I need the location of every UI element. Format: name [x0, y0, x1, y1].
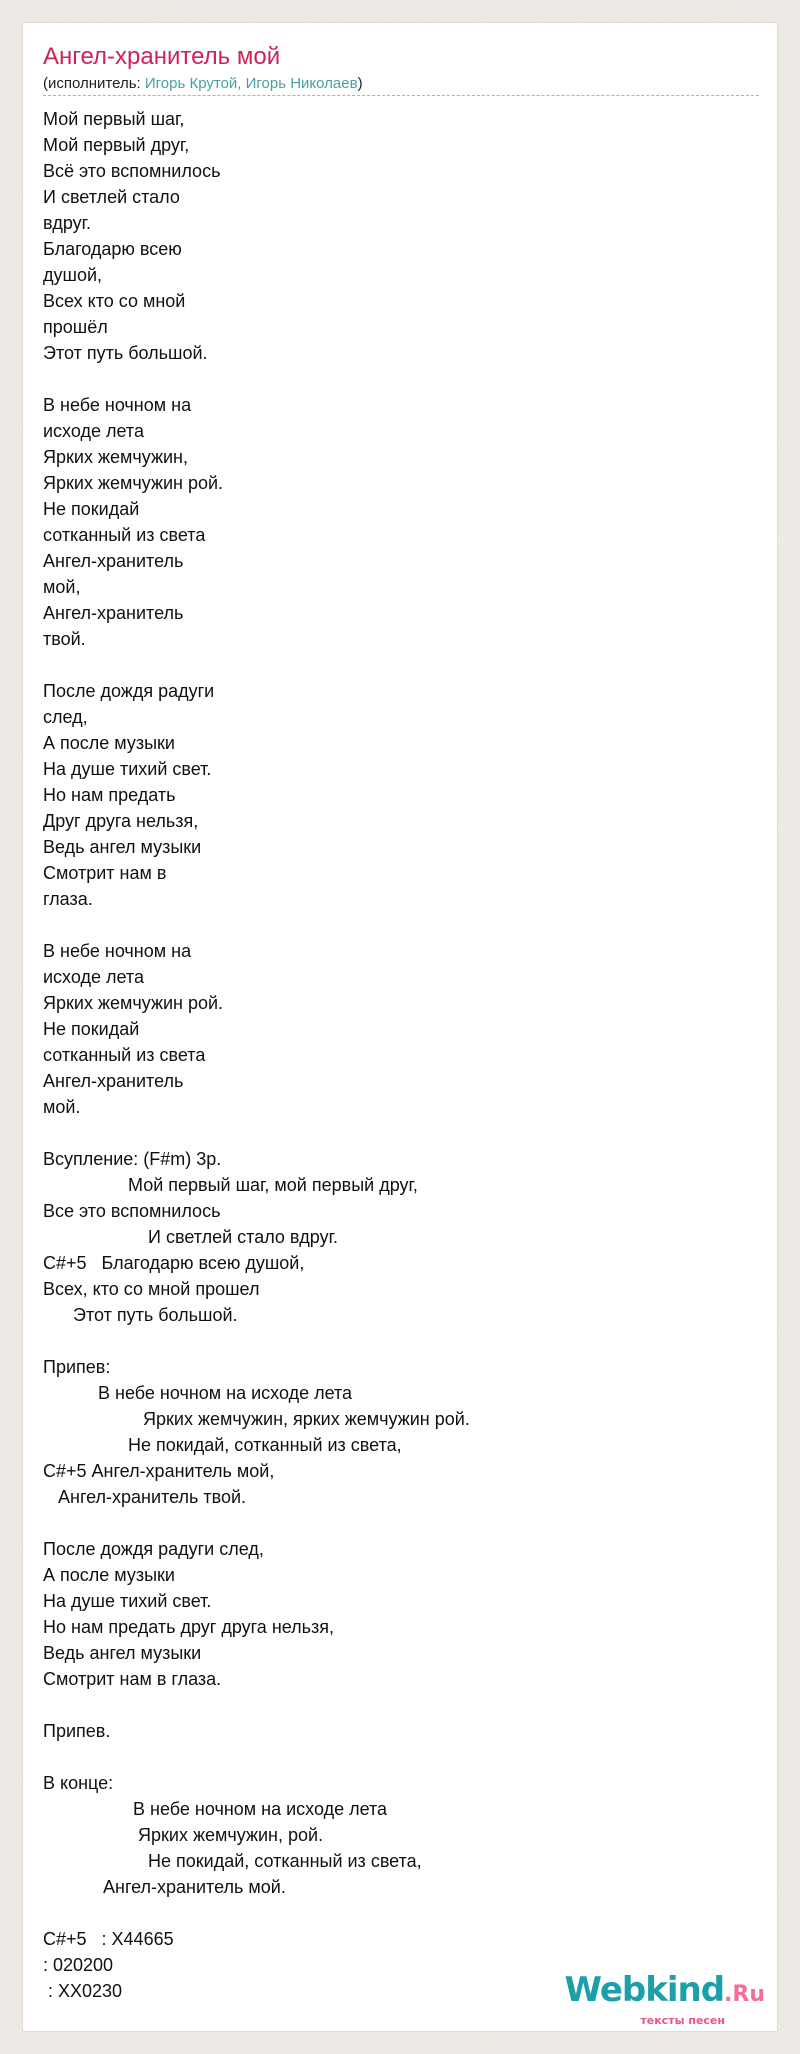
lyric-line [43, 912, 470, 938]
lyric-line: Все это вспомнилось [43, 1201, 221, 1221]
lyric-line: душой, [43, 265, 103, 285]
lyric-line: C#+5 Ангел-хранитель мой, [43, 1461, 275, 1481]
lyric-line: Всупление: (F#m) 3р. [43, 1149, 222, 1169]
lyric-line: C#+5 : X44665 [43, 1929, 174, 1949]
lyric-line: Не покидай [43, 499, 140, 519]
lyric-line: Всех, кто со мной прошел [43, 1279, 260, 1299]
lyric-line [43, 1120, 470, 1146]
lyric-line: Не покидай, сотканный из света, [43, 1435, 402, 1455]
lyric-line: Ангел-хранитель мой. [43, 1877, 286, 1897]
lyric-line: А после музыки [43, 1565, 175, 1585]
lyric-line: В небе ночном на [43, 941, 192, 961]
lyric-line: Но нам предать друг друга нельзя, [43, 1617, 335, 1637]
lyric-line: Всё это вспомнилось [43, 161, 221, 181]
lyric-line: В небе ночном на исходе лета [43, 1383, 353, 1403]
lyric-line [43, 1510, 470, 1536]
lyric-line: мой. [43, 1097, 81, 1117]
lyric-line: Мой первый друг, [43, 135, 190, 155]
lyric-line: : 020200 [43, 1955, 114, 1975]
lyric-line: И светлей стало вдруг. [43, 1227, 338, 1247]
lyric-line: : XX0230 [43, 1981, 123, 2001]
lyric-line: Мой первый шаг, [43, 109, 185, 129]
lyric-line: После дождя радуги [43, 681, 215, 701]
lyric-line: сотканный из света [43, 1045, 206, 1065]
divider [43, 95, 759, 96]
performer-suffix: ) [357, 75, 363, 92]
lyric-line: сотканный из света [43, 525, 206, 545]
lyric-line: Благодарю всею [43, 239, 182, 259]
lyric-line: Ярких жемчужин рой. [43, 993, 224, 1013]
lyric-line: Ангел-хранитель [43, 551, 184, 571]
lyric-line: Смотрит нам в глаза. [43, 1669, 222, 1689]
logo-brand: Webkind [564, 1970, 725, 2010]
lyric-line: исходе лета [43, 421, 144, 441]
lyric-line: На душе тихий свет. [43, 759, 212, 779]
lyric-line: твой. [43, 629, 86, 649]
lyric-line: Ярких жемчужин, рой. [43, 1825, 324, 1845]
lyric-line: Не покидай, сотканный из света, [43, 1851, 422, 1871]
lyric-line: Мой первый шаг, мой первый друг, [43, 1175, 418, 1195]
lyric-line: В небе ночном на исходе лета [43, 1799, 388, 1819]
lyric-line: Но нам предать [43, 785, 176, 805]
lyric-line [43, 1744, 470, 1770]
lyric-line: C#+5 Благодарю всею душой, [43, 1253, 305, 1273]
lyric-line: глаза. [43, 889, 93, 909]
lyric-line: Ангел-хранитель [43, 1071, 184, 1091]
lyric-line: Припев: [43, 1357, 111, 1377]
lyric-line: прошёл [43, 317, 108, 337]
logo-tagline: тексты песен [640, 2014, 725, 2027]
lyric-line: Припев. [43, 1721, 111, 1741]
lyric-line: Не покидай [43, 1019, 140, 1039]
lyric-line [43, 652, 470, 678]
lyric-line: Этот путь большой. [43, 1305, 238, 1325]
lyric-line [43, 1692, 470, 1718]
logo-brand-row [564, 1970, 765, 2014]
lyric-line: На душе тихий свет. [43, 1591, 212, 1611]
lyric-line: Ангел-хранитель твой. [43, 1487, 247, 1507]
logo-tld: .Ru [724, 1982, 765, 2007]
lyric-line [43, 366, 470, 392]
lyrics-panel [22, 22, 778, 2032]
lyric-line: Ведь ангел музыки [43, 837, 202, 857]
lyric-line: Ведь ангел музыки [43, 1643, 202, 1663]
lyric-line: Всех кто со мной [43, 291, 186, 311]
lyrics-text [43, 106, 470, 2004]
song-title: Ангел-хранитель мой [43, 43, 281, 70]
lyric-line: После дождя радуги след, [43, 1539, 264, 1559]
lyric-line: А после музыки [43, 733, 175, 753]
lyric-line: Ярких жемчужин, ярких жемчужин рой. [43, 1409, 470, 1429]
performer-link[interactable]: Игорь Крутой, Игорь Николаев [144, 75, 358, 92]
performer-prefix: (исполнитель: [43, 75, 145, 92]
lyric-line: И светлей стало [43, 187, 180, 207]
webkind-logo[interactable] [564, 1970, 765, 2027]
lyric-line: Ярких жемчужин рой. [43, 473, 224, 493]
lyric-line: Этот путь большой. [43, 343, 208, 363]
lyric-line: В конце: [43, 1773, 114, 1793]
lyric-line: вдруг. [43, 213, 92, 233]
lyric-line: мой, [43, 577, 81, 597]
lyric-line [43, 1900, 470, 1926]
lyric-line: Ангел-хранитель [43, 603, 184, 623]
lyric-line: исходе лета [43, 967, 144, 987]
lyric-line: след, [43, 707, 88, 727]
lyric-line: Друг друга нельзя, [43, 811, 199, 831]
performer-line [43, 75, 363, 92]
lyric-line: В небе ночном на [43, 395, 192, 415]
lyric-line: Ярких жемчужин, [43, 447, 188, 467]
lyric-line: Смотрит нам в [43, 863, 167, 883]
lyric-line [43, 1328, 470, 1354]
